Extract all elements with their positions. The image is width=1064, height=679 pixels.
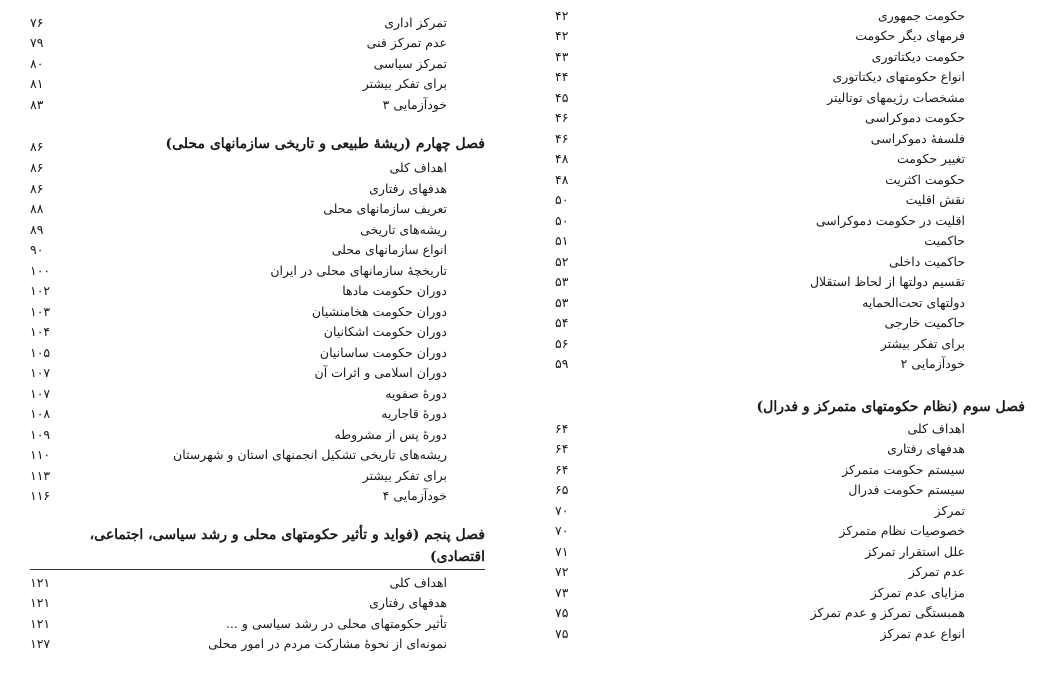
entry-title: دورهٔ پس از مشروطه [334, 426, 447, 442]
page-number: ۵۹ [555, 356, 569, 372]
entry-title: سیستم حکومت فدرال [848, 482, 965, 498]
page-number: ۱۰۴ [30, 324, 51, 340]
toc-entry [555, 500, 1025, 521]
page-number: ۸۳ [30, 96, 44, 112]
chapter-title: فصل چهارم (ریشهٔ طبیعی و تاریخی سازمانهای محلی) [165, 135, 485, 152]
page-number: ۴۶ [555, 110, 569, 126]
toc-entry [555, 541, 1025, 562]
page-number: ۷۰ [555, 523, 569, 539]
entry-title: هدفهای رفتاری [369, 595, 447, 611]
toc-entry [30, 53, 485, 74]
entry-title: برای تفکر بیشتر [362, 76, 447, 92]
toc-entry [555, 521, 1025, 542]
entry-title: دورهٔ صفویه [385, 385, 447, 401]
page-number: ۵۴ [555, 315, 569, 331]
right-page-column [555, 5, 1025, 672]
page-number: ۴۵ [555, 89, 569, 105]
page-number: ۴۶ [555, 130, 569, 146]
chapter-5-entries [30, 572, 485, 654]
entry-title: علل استقرار تمرکز [865, 543, 965, 559]
page-number: ۷۹ [30, 35, 44, 51]
entry-title: دوران حکومت ساسانیان [319, 344, 447, 360]
page-number: ۱۰۷ [30, 365, 51, 381]
toc-entry [555, 480, 1025, 501]
chapter-title: فصل پنجم (فواید و تأثیر حکومتهای محلی و رشد سیاسی، اجتماعی، اقتصادی) [89, 527, 485, 565]
page-number: ۸۶ [30, 138, 44, 154]
page-number: ۱۰۳ [30, 303, 51, 319]
toc-entry [555, 603, 1025, 624]
toc-entry [555, 67, 1025, 88]
toc-entry [30, 158, 485, 179]
entry-title: دوران حکومت مادها [342, 283, 447, 299]
toc-entry [30, 178, 485, 199]
entry-title: انواع عدم تمرکز [880, 625, 965, 641]
entry-title: تاریخچهٔ سازمانهای محلی در ایران [270, 262, 447, 278]
divider [30, 569, 485, 570]
page-number: ۵۰ [555, 212, 569, 228]
page-number: ۱۰۲ [30, 283, 51, 299]
entry-title: برای تفکر بیشتر [362, 467, 447, 483]
toc-entry [555, 87, 1025, 108]
toc-entry [30, 260, 485, 281]
toc-entry [555, 333, 1025, 354]
chapter-title: فصل سوم (نظام حکومتهای متمرکز و فدرال) [756, 399, 1025, 415]
entry-title: همبستگی تمرکز و عدم تمرکز [810, 605, 965, 621]
toc-entry [30, 240, 485, 261]
entry-title: مزایای عدم تمرکز [870, 584, 965, 600]
toc-entry [30, 593, 485, 614]
page-number: ۴۴ [555, 69, 569, 85]
toc-entry [30, 445, 485, 466]
toc-entry [30, 404, 485, 425]
page-number: ۷۵ [555, 605, 569, 621]
page-number: ۶۵ [555, 482, 569, 498]
toc-entry [30, 219, 485, 240]
page-number: ۵۰ [555, 192, 569, 208]
page-number: ۱۰۵ [30, 344, 51, 360]
entry-title: تعریف سازمانهای محلی [323, 201, 447, 217]
toc-entry [555, 210, 1025, 231]
toc-entry [30, 572, 485, 593]
entry-title: انواع سازمانهای محلی [331, 242, 447, 258]
entry-title: تغییر حکومت [897, 151, 965, 167]
page-number: ۱۲۱ [30, 595, 51, 611]
entry-title: هدفهای رفتاری [887, 441, 965, 457]
toc-entry [30, 94, 485, 115]
page-number: ۷۰ [555, 502, 569, 518]
page-number: ۵۳ [555, 294, 569, 310]
page-number: ۷۱ [555, 543, 569, 559]
toc-entry [555, 46, 1025, 67]
entry-title: دوران حکومت هخامنشیان [311, 303, 447, 319]
toc-entry [30, 342, 485, 363]
toc-entry [555, 108, 1025, 129]
toc-entry [555, 439, 1025, 460]
toc-list-left-top [30, 12, 485, 115]
page-number: ۱۰۷ [30, 385, 51, 401]
entry-title: حکومت دیکتاتوری [871, 48, 965, 64]
page-number: ۵۶ [555, 335, 569, 351]
page-number: ۱۲۱ [30, 574, 51, 590]
toc-entry [555, 251, 1025, 272]
entry-title: ریشه‌های تاریخی تشکیل انجمنهای استان و شهرستان [173, 447, 447, 463]
chapter-3-entries [555, 418, 1025, 644]
entry-title: حاکمیت داخلی [888, 253, 965, 269]
page-number: ۵۲ [555, 253, 569, 269]
chapter-3-heading [555, 396, 1025, 418]
entry-title: نمونه‌ای از نحوهٔ مشارکت مردم در امور محلی [208, 636, 447, 652]
entry-title: عدم تمرکز فنی [366, 35, 447, 51]
page-number: ۵۳ [555, 274, 569, 290]
toc-entry [555, 292, 1025, 313]
toc-entry [30, 634, 485, 655]
entry-title: عدم تمرکز [908, 564, 965, 580]
page-number: ۷۵ [555, 625, 569, 641]
entry-title: دورهٔ قاجاریه [381, 406, 447, 422]
toc-entry [555, 231, 1025, 252]
left-page-column [30, 12, 485, 679]
toc-entry [555, 190, 1025, 211]
entry-title: خودآزمایی ۲ [900, 356, 965, 372]
entry-title: مشخصات رژیمهای توتالیتر [827, 89, 965, 105]
entry-title: اهداف کلی [389, 160, 447, 176]
toc-entry [555, 26, 1025, 47]
entry-title: حکومت جمهوری [877, 7, 965, 23]
entry-title: حاکمیت [924, 233, 965, 249]
page-number: ۴۳ [555, 48, 569, 64]
entry-title: فلسفهٔ دموکراسی [870, 130, 965, 146]
toc-entry [30, 363, 485, 384]
toc-entry [555, 272, 1025, 293]
toc-list-right [555, 5, 1025, 374]
toc-entry [555, 149, 1025, 170]
entry-title: دولتهای تحت‌الحمایه [862, 294, 965, 310]
page-number: ۴۸ [555, 151, 569, 167]
page-number: ۷۲ [555, 564, 569, 580]
page-number: ۵۱ [555, 233, 569, 249]
entry-title: حاکمیت خارجی [884, 315, 965, 331]
toc-entry [555, 418, 1025, 439]
entry-title: ریشه‌های تاریخی [360, 221, 447, 237]
toc-entry [30, 12, 485, 33]
page-number: ۸۹ [30, 221, 44, 237]
page-number: ۱۲۱ [30, 615, 51, 631]
toc-entry [555, 313, 1025, 334]
toc-entry [30, 199, 485, 220]
page-number: ۸۶ [30, 160, 44, 176]
entry-title: فرمهای دیگر حکومت [855, 28, 965, 44]
toc-entry [555, 562, 1025, 583]
entry-title: تمرکز سیاسی [373, 55, 447, 71]
toc-entry [30, 301, 485, 322]
entry-title: خودآزمایی ۳ [382, 96, 447, 112]
toc-entry [30, 322, 485, 343]
toc-entry [555, 623, 1025, 644]
page-number: ۸۸ [30, 201, 44, 217]
toc-entry [555, 128, 1025, 149]
page-number: ۶۴ [555, 441, 569, 457]
entry-title: اهداف کلی [907, 420, 965, 436]
page-number: ۷۶ [30, 14, 44, 30]
page-number: ۸۰ [30, 55, 44, 71]
entry-title: خودآزمایی ۴ [382, 488, 447, 504]
entry-title: حکومت اکثریت [885, 171, 965, 187]
entry-title: دوران حکومت اشکانیان [323, 324, 447, 340]
chapter-4-entries [30, 158, 485, 507]
toc-entry [30, 613, 485, 634]
page-number: ۴۲ [555, 28, 569, 44]
page-number: ۹۰ [30, 242, 44, 258]
page-number: ۱۲۷ [30, 636, 51, 652]
entry-title: تمرکز اداری [384, 14, 447, 30]
page-number: ۱۰۰ [30, 262, 51, 278]
entry-title: دوران اسلامی و اثرات آن [314, 365, 447, 381]
entry-title: تمرکز [934, 502, 965, 518]
entry-title: تقسیم دولتها از لحاظ استقلال [809, 274, 965, 290]
entry-title: خصوصیات نظام متمرکز [839, 523, 965, 539]
page-number: ۴۸ [555, 171, 569, 187]
toc-entry [555, 582, 1025, 603]
page-number: ۱۰۹ [30, 426, 51, 442]
toc-entry [555, 354, 1025, 375]
entry-title: برای تفکر بیشتر [880, 335, 965, 351]
page-number: ۱۱۳ [30, 467, 51, 483]
chapter-5-heading [30, 524, 485, 568]
entry-title: نقش اقلیت [905, 192, 965, 208]
toc-entry [30, 424, 485, 445]
toc-entry [555, 5, 1025, 26]
entry-title: انواع حکومتهای دیکتاتوری [832, 69, 965, 85]
page-number: ۴۲ [555, 7, 569, 23]
toc-entry [30, 486, 485, 507]
toc-entry [555, 169, 1025, 190]
page-number: ۶۴ [555, 420, 569, 436]
entry-title: هدفهای رفتاری [369, 180, 447, 196]
entry-title: تأثیر حکومتهای محلی در رشد سیاسی و ... [225, 615, 447, 631]
entry-title: اقلیت در حکومت دموکراسی [815, 212, 965, 228]
toc-entry [30, 281, 485, 302]
toc-entry [30, 33, 485, 54]
toc-entry [30, 465, 485, 486]
toc-entry [30, 74, 485, 95]
entry-title: حکومت دموکراسی [865, 110, 965, 126]
entry-title: اهداف کلی [389, 574, 447, 590]
page-number: ۱۱۶ [30, 488, 51, 504]
chapter-4-heading [30, 133, 485, 158]
page-number: ۷۳ [555, 584, 569, 600]
toc-entry [30, 383, 485, 404]
page-number: ۶۴ [555, 461, 569, 477]
page-number: ۸۶ [30, 180, 44, 196]
page-number: ۱۱۰ [30, 447, 51, 463]
toc-entry [555, 459, 1025, 480]
entry-title: سیستم حکومت متمرکز [842, 461, 965, 477]
page-number: ۱۰۸ [30, 406, 51, 422]
page-number: ۸۱ [30, 76, 44, 92]
